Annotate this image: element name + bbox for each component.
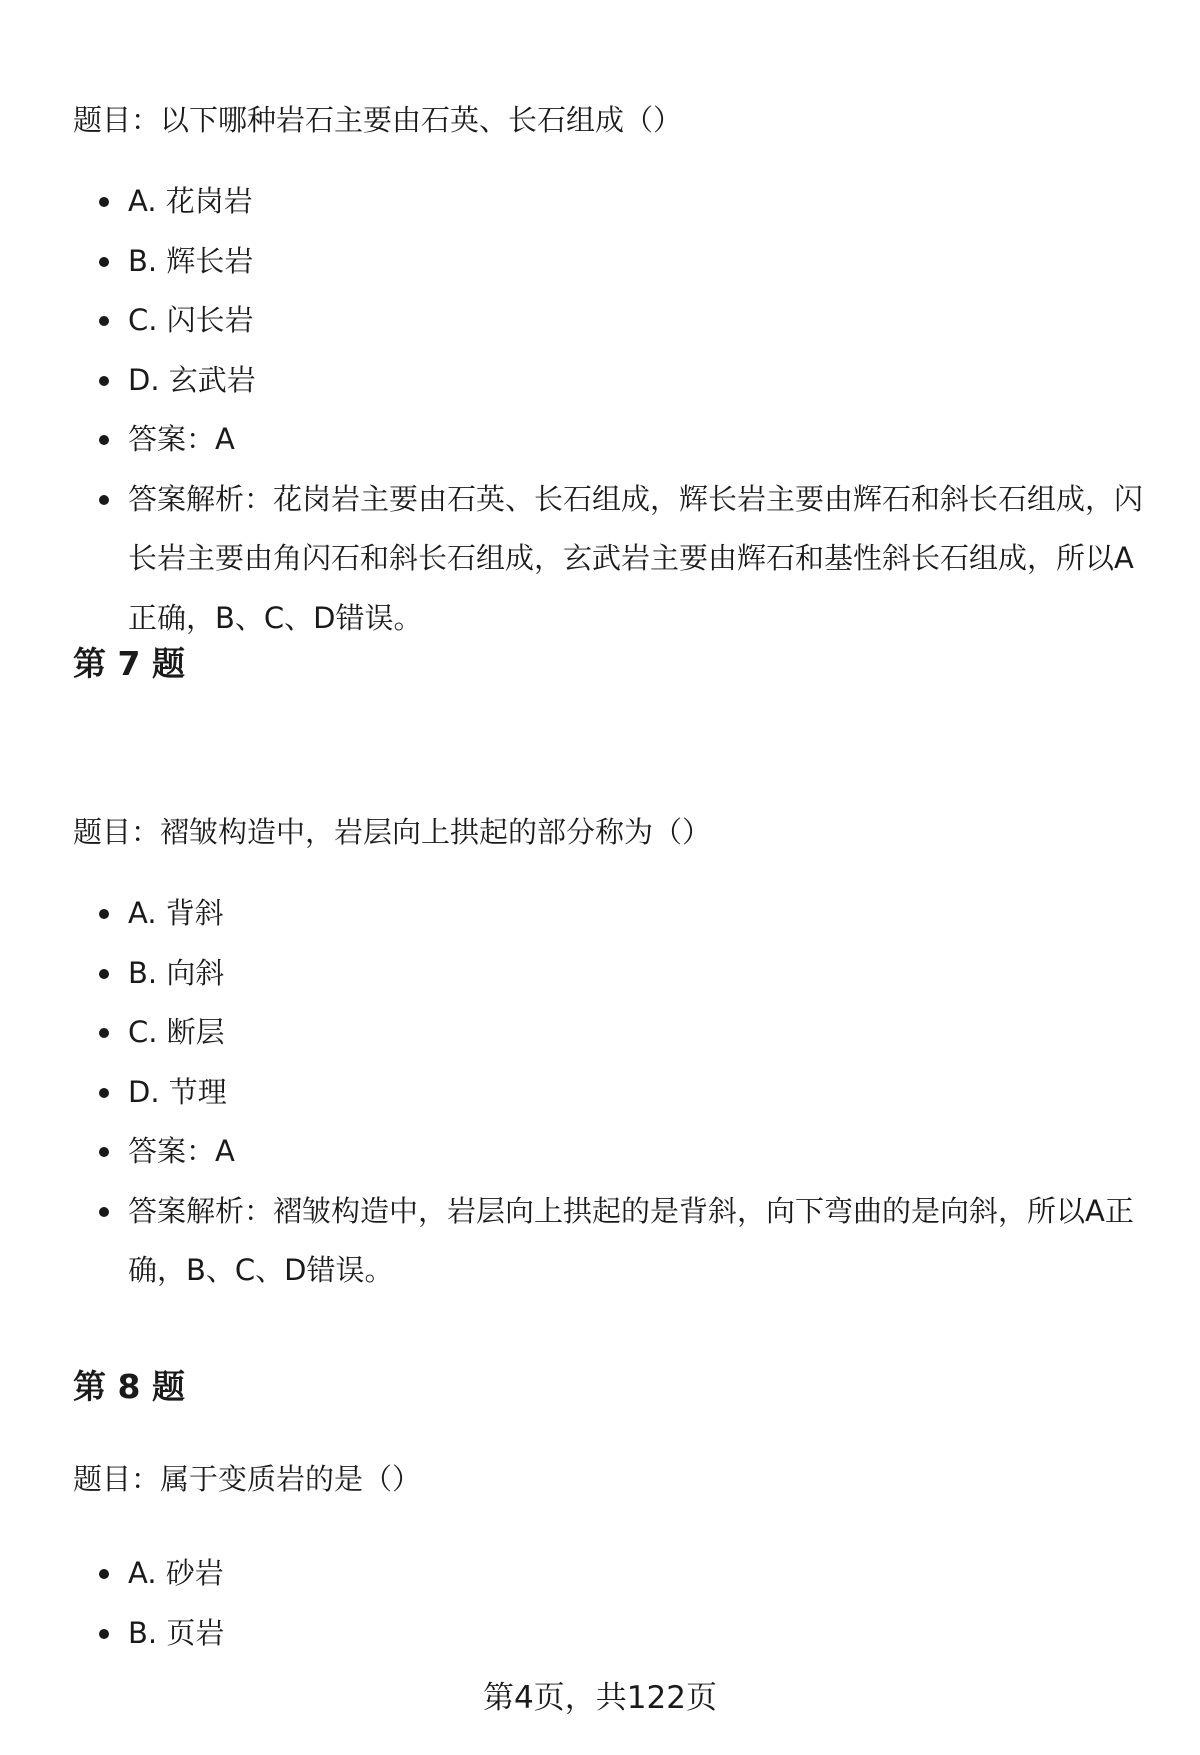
option-item: D. 节理 [73, 1063, 1153, 1123]
option-item: C. 闪长岩 [73, 291, 1153, 351]
option-item: B. 辉长岩 [73, 232, 1153, 292]
analysis-item: 答案解析：褶皱构造中，岩层向上拱起的是背斜，向下弯曲的是向斜，所以A正确，B、C、D错误。 [73, 1182, 1153, 1301]
question-stem: 题目：以下哪种岩石主要由石英、长石组成（） [73, 103, 683, 137]
answer-item: 答案：A [73, 410, 1153, 470]
option-list [73, 884, 1153, 1301]
option-item: B. 页岩 [73, 1604, 1153, 1664]
option-list [73, 172, 1153, 648]
question-heading: 第 7 题 [73, 644, 185, 683]
answer-item: 答案：A [73, 1122, 1153, 1182]
question-heading: 第 8 题 [73, 1367, 185, 1406]
option-item: B. 向斜 [73, 944, 1153, 1004]
option-list [73, 1544, 1153, 1663]
option-item: A. 背斜 [73, 884, 1153, 944]
question-stem: 题目：属于变质岩的是（） [73, 1462, 422, 1496]
question-stem: 题目：褶皱构造中，岩层向上拱起的部分称为（） [73, 815, 712, 849]
page-footer: 第4页，共122页 [483, 1680, 717, 1716]
option-item: C. 断层 [73, 1003, 1153, 1063]
option-item: A. 砂岩 [73, 1544, 1153, 1604]
option-item: A. 花岗岩 [73, 172, 1153, 232]
analysis-item: 答案解析：花岗岩主要由石英、长石组成，辉长岩主要由辉石和斜长石组成，闪长岩主要由角闪石和斜长石组成，玄武岩主要由辉石和基性斜长石组成，所以A正确，B、C、D错误。 [73, 470, 1153, 649]
option-item: D. 玄武岩 [73, 351, 1153, 411]
